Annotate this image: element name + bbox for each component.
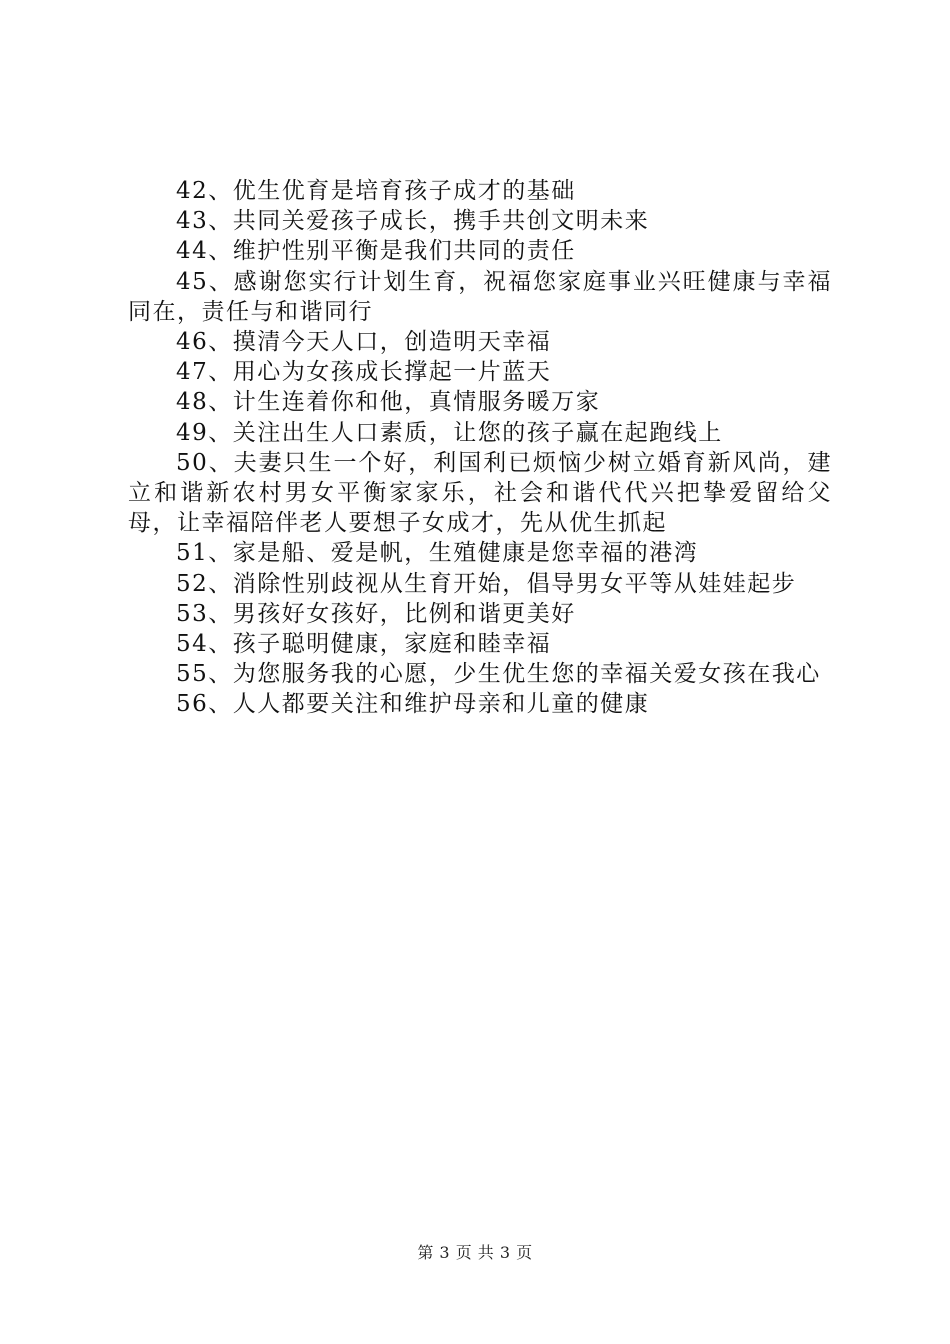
page-footer: 第 3 页 共 3 页: [417, 1243, 533, 1262]
slogan-42: 42、优生优育是培育孩子成才的基础: [176, 178, 576, 204]
slogan-46: 46、摸清今天人口，创造明天幸福: [176, 329, 552, 356]
slogan-list: [128, 176, 832, 720]
slogan-51: 51、家是船、爱是帆，生殖健康是您幸福的港湾: [176, 540, 699, 567]
slogan-48: 48、计生连着你和他，真情服务暖万家: [176, 389, 601, 416]
slogan-45: 45、感谢您实行计划生育，祝福您家庭事业兴旺健康与幸福同在，责任与和谐同行: [128, 268, 832, 325]
slogan-47: 47、用心为女孩成长撑起一片蓝天: [176, 359, 552, 386]
slogan-43: 43、共同关爱孩子成长，携手共创文明未来: [176, 208, 650, 235]
slogan-55: 55、为您服务我的心愿，少生优生您的幸福关爱女孩在我心: [176, 661, 821, 688]
slogan-52: 52、消除性别歧视从生育开始，倡导男女平等从娃娃起步: [176, 570, 797, 597]
slogan-50: 50、夫妻只生一个好，利国利已烦恼少树立婚育新风尚，建立和谐新农村男女平衡家家乐，社会和谐代代兴把挚爱留给父母，让幸福陪伴老人要想子女成才，先从优生抓起: [128, 449, 832, 537]
slogan-44: 44、维护性别平衡是我们共同的责任: [176, 238, 576, 265]
slogan-49: 49、关注出生人口素质，让您的孩子赢在起跑线上: [176, 419, 723, 446]
slogan-56: 56、人人都要关注和维护母亲和儿童的健康: [176, 691, 650, 718]
slogan-53: 53、男孩好女孩好，比例和谐更美好: [176, 600, 576, 627]
slogan-54: 54、孩子聪明健康，家庭和睦幸福: [176, 631, 552, 658]
